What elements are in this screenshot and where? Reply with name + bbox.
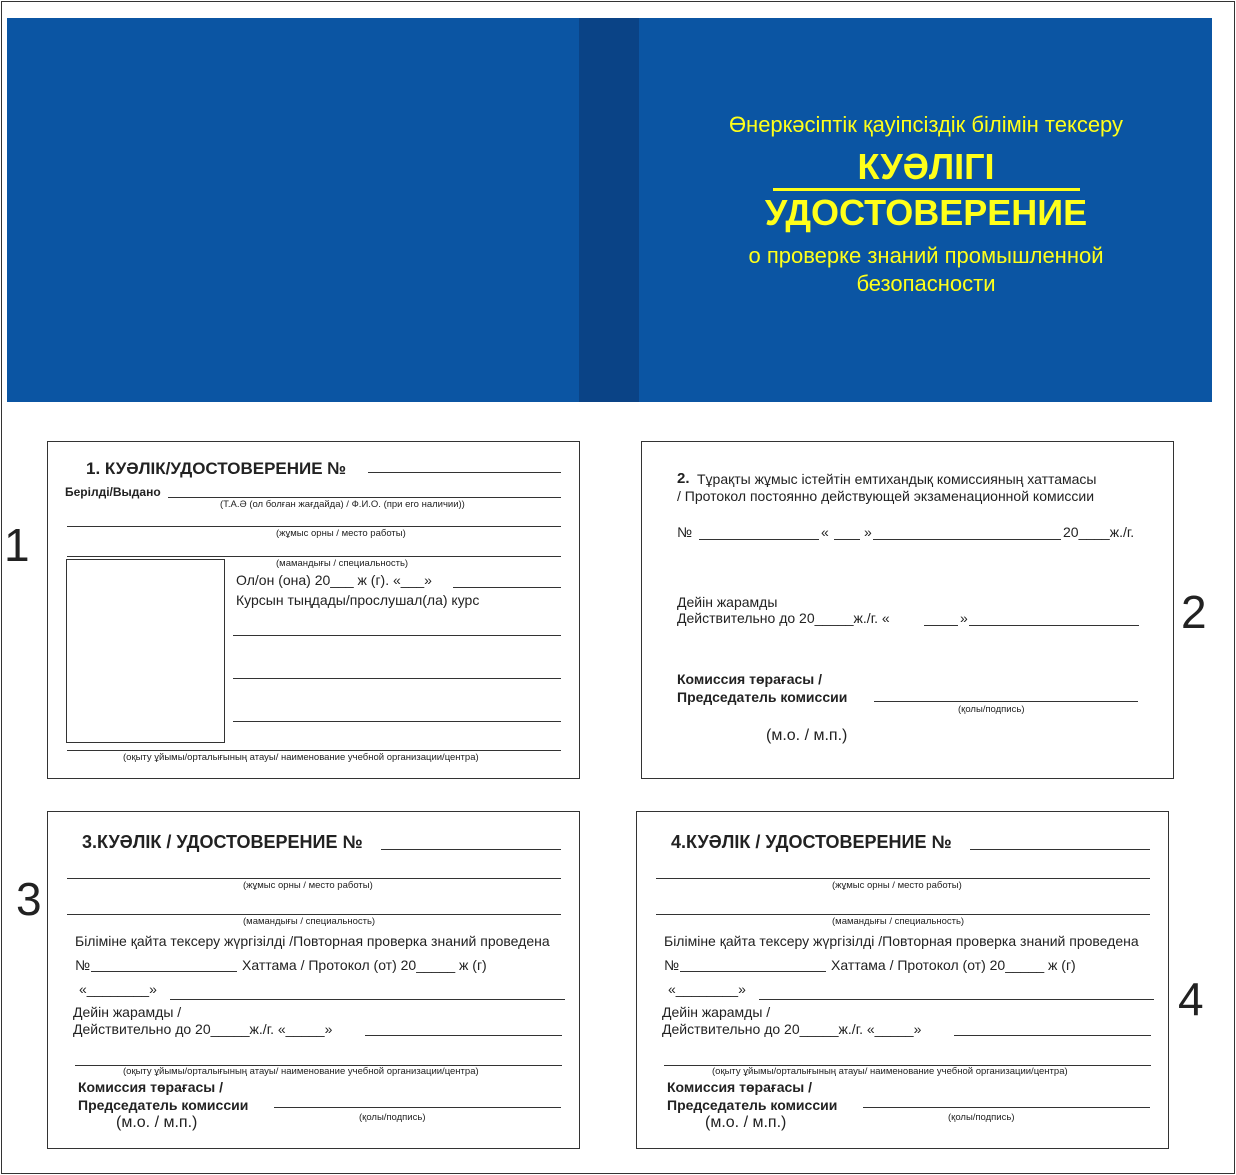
panel-4-no-label: № [664,957,680,973]
panel-2-number: 2. [677,470,690,487]
panel-1-work-caption: (жұмыс орны / место работы) [276,528,406,539]
panel-3-valid-ru: Действительно до 20_____ж./г. «_____» [73,1021,333,1037]
panel-2-signature-caption: (қолы/подпись) [958,704,1025,715]
panel-3-month-line [170,999,565,1000]
panel-2-protocol-kz: Тұрақты жұмыс істейтін емтихандық комиссияның хаттамасы [697,471,1097,487]
panel-4 [636,811,1169,1149]
cover-subtitle-kz: Өнеркәсіптік қауіпсіздік білімін тексеру [728,112,1124,137]
panel-3-signature-caption: (қолы/подпись) [359,1112,426,1123]
panel-2-valid-ru: Действительно до 20_____ж./г. « [677,610,890,626]
panel-3-title: 3.КУӘЛІК / УДОСТОВЕРЕНИЕ № [82,832,363,852]
panel-4-quote: «________» [668,981,746,997]
panel-2-day-line [834,539,860,540]
panel-1-org-caption: (оқыту ұйымы/орталығының атауы/ наименование учебной организации/центра) [123,752,479,763]
panel-3-no-line [91,971,237,972]
panel-2-chair-kz: Комиссия төрағасы / [677,671,822,687]
panel-3-spec-caption: (мамандығы / специальность) [243,916,376,927]
panel-2-year-suffix: 20____ж./г. [1063,524,1135,540]
panel-3-chair-ru: Председатель комиссии [78,1097,249,1113]
page-number-2: 2 [1181,586,1207,638]
panel-1-number-line [368,472,561,473]
panel-4-title: 4.КУӘЛІК / УДОСТОВЕРЕНИЕ № [671,832,952,852]
panel-2-chair-ru: Председатель комиссии [677,689,848,705]
panel-4-protocol: Хаттама / Протокол (от) 20_____ ж (г) [831,957,1076,973]
panel-1-course-line-3 [233,721,561,722]
panel-1-title: 1. КУӘЛІК/УДОСТОВЕРЕНИЕ № [86,459,347,478]
page-number-4: 4 [1178,973,1204,1025]
panel-4-spec-line [656,914,1150,915]
panel-3-recheck: Біліміне қайта тексеру жүргізілді /Повторная проверка знаний проведена [75,933,550,949]
panel-1-org-line [67,750,561,751]
panel-3-work-caption: (жұмыс орны / место работы) [243,880,373,891]
page-number-3: 3 [16,873,42,925]
panel-4-valid-line [954,1035,1151,1036]
panel-3-signature-line [274,1107,561,1108]
panel-2-seal: (м.о. / м.п.) [766,727,848,744]
panel-1-course-line-1 [233,635,561,636]
cover-description-line-1: о проверке знаний промышленной [748,243,1104,268]
panel-4-work-line [656,878,1150,879]
panel-2-protocol-ru: / Протокол постоянно действующей экзаменационной комиссии [677,488,1095,504]
panel-2-quote-open: « [821,524,829,540]
panel-4-chair-ru: Председатель комиссии [667,1097,838,1113]
cover-spine [579,18,639,402]
panel-2-valid-month-line [969,625,1139,626]
cover-title-kz: КУӘЛІГІ [857,146,995,187]
panel-1-photo-box [66,559,225,743]
cover-title-divider [773,188,1080,191]
panel-1-course-line-2 [233,678,561,679]
panel-4-no-line [680,971,826,972]
panel-1-course-label: Курсын тыңдады/прослушал(ла) курс [236,592,480,608]
panel-3-work-line [67,878,561,879]
panel-2-valid-kz: Дейін жарамды [677,594,778,610]
panel-3-number-line [381,849,561,850]
panel-4-org-caption: (оқыту ұйымы/орталығының атауы/ наименование учебной организации/центра) [712,1066,1068,1077]
panel-1 [47,441,580,779]
panel-4-recheck: Біліміне қайта тексеру жүргізілді /Повторная проверка знаний проведена [664,933,1139,949]
panel-2-quote-close: » [864,524,872,540]
panel-2-no-line [699,539,819,540]
panel-3-org-caption: (оқыту ұйымы/орталығының атауы/ наименование учебной организации/центра) [123,1066,479,1077]
panel-3 [47,811,580,1149]
panel-4-number-line [970,849,1150,850]
panel-4-valid-kz: Дейін жарамды / [662,1004,771,1020]
panel-4-chair-kz: Комиссия төрағасы / [667,1079,812,1095]
panel-3-quote: «________» [79,981,157,997]
panel-1-date-line [453,587,561,588]
cover-description-line-2: безопасности [856,271,996,296]
panel-1-issued-label: Берілді/Выдано [65,485,161,499]
panel-3-no-label: № [75,957,91,973]
panel-2 [641,441,1174,779]
panel-3-chair-kz: Комиссия төрағасы / [78,1079,223,1095]
panel-1-work-line [67,526,561,527]
panel-4-valid-ru: Действительно до 20_____ж./г. «_____» [662,1021,922,1037]
panel-2-signature-line [874,701,1138,702]
panel-4-month-line [759,999,1154,1000]
panel-4-work-caption: (жұмыс орны / место работы) [832,880,962,891]
panel-3-seal: (м.о. / м.п.) [116,1114,198,1131]
panel-1-name-line [168,497,561,498]
panel-3-valid-line [365,1035,562,1036]
panel-2-valid-day-line [924,625,958,626]
panel-1-spec-caption: (мамандығы / специальность) [276,558,409,569]
panel-2-month-line [873,539,1061,540]
panel-2-no-label: № [677,524,693,540]
page-number-1: 1 [4,519,30,571]
panel-1-year-line: Ол/он (она) 20___ ж (г). «___» [236,572,432,588]
panel-4-seal: (м.о. / м.п.) [705,1114,787,1131]
panel-4-signature-line [863,1107,1150,1108]
panel-4-spec-caption: (мамандығы / специальность) [832,916,965,927]
panel-1-spec-line [67,556,561,557]
panel-2-valid-close: » [960,610,968,626]
panel-3-valid-kz: Дейін жарамды / [73,1004,182,1020]
panel-3-protocol: Хаттама / Протокол (от) 20_____ ж (г) [242,957,487,973]
cover-title-ru: УДОСТОВЕРЕНИЕ [764,192,1088,233]
panel-1-name-caption: (Т.А.Ә (ол болған жағдайда) / Ф.И.О. (при его наличии)) [220,499,465,510]
panel-4-signature-caption: (қолы/подпись) [948,1112,1015,1123]
panel-3-spec-line [67,914,561,915]
